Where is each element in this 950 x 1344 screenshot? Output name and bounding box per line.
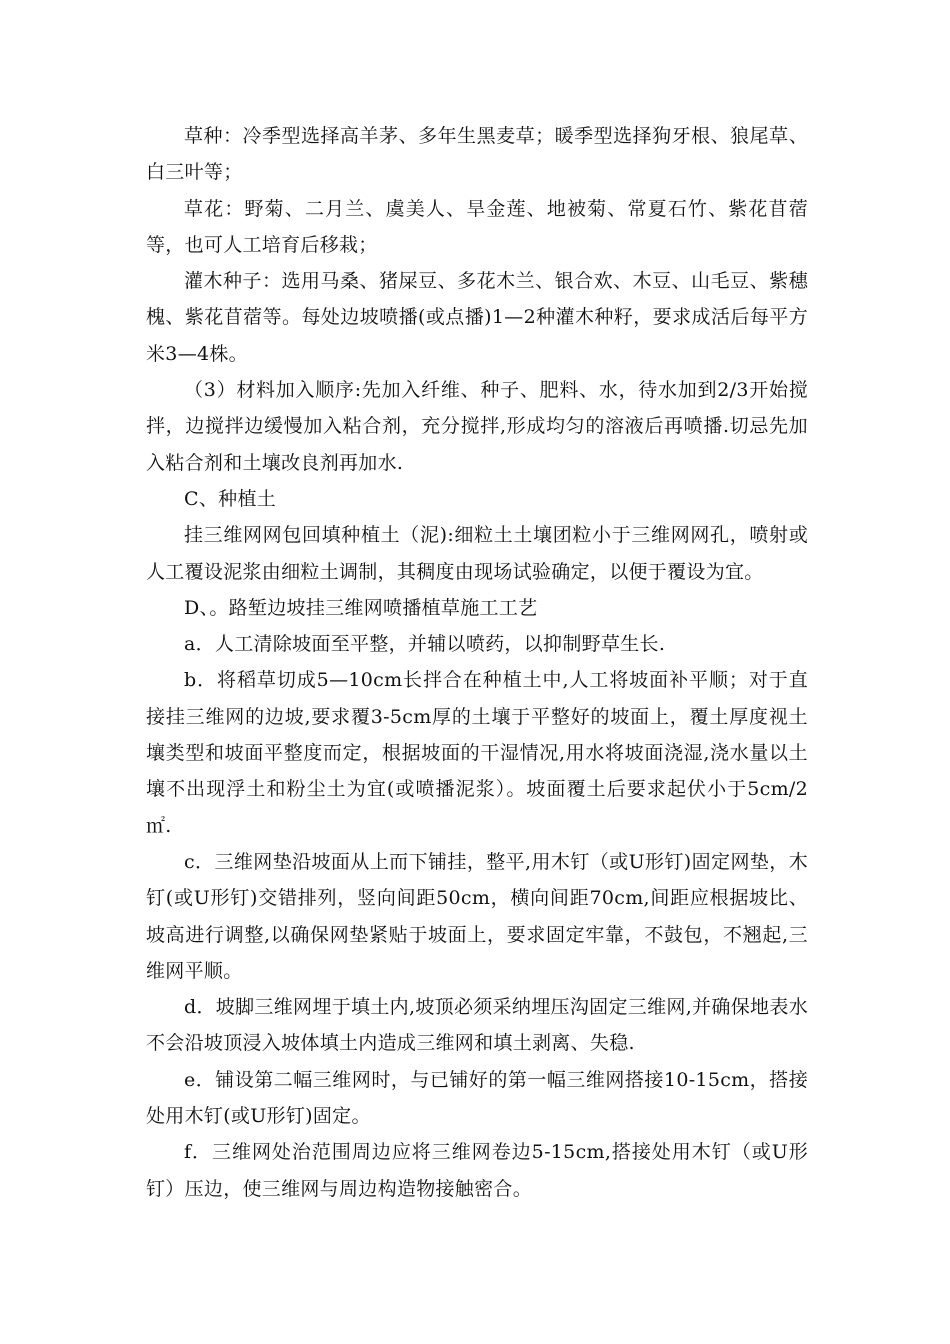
step-d: d．坡脚三维网埋于填土内,坡顶必须采纳埋压沟固定三维网,并确保地表水不会沿坡顶浸入坡体填土内造成三维网和填土剥离、失稳.	[146, 996, 808, 1055]
step-e: e．铺设第二幅三维网时，与已铺好的第一幅三维网搭接10-15cm，搭接处用木钉(或U形钉)固定。	[146, 1068, 808, 1128]
document-page	[146, 118, 808, 1207]
step-b: b．将稻草切成5—10cm长拌合在种植土中,人工将坡面补平顺；对于直接挂三维网的边坡,要求覆3-5cm厚的土壤于平整好的坡面上，覆土厚度视土壤类型和坡面平整度而定，根据坡面的干湿情况,用水将坡面浇湿,浇水量以土壤不出现浮土和粉尘土为宜(或喷播泥浆）。坡面覆土后要求起伏小于5cm/2㎡.	[146, 669, 808, 837]
paragraph-shrub-seeds: 灌木种子：选用马桑、猪屎豆、多花木兰、银合欢、木豆、山毛豆、紫穗槐、紫花苜蓿等。每处边坡喷播(或点播)1—2种灌木种籽，要求成活后每平方米3—4株。	[146, 270, 808, 365]
section-heading-construction-process: D、。路堑边坡挂三维网喷播植草施工工艺	[184, 596, 538, 619]
step-a: a．人工清除坡面至平整，并辅以喷药，以抑制野草生长.	[184, 633, 666, 656]
section-heading-planting-soil: C、种植土	[184, 487, 277, 510]
step-c: c．三维网垫沿坡面从上而下铺挂，整平,用木钉（或U形钉)固定网垫，木钉(或U形钉)交错排列，竖向间距50cm，横向间距70cm,间距应根据坡比、坡高进行调整,以确保网垫紧贴于坡面上，要求固定牢靠，不鼓包，不翘起,三维网平顺。	[146, 850, 808, 982]
paragraph-grass-species: 草种：冷季型选择高羊茅、多年生黑麦草；暖季型选择狗牙根、狼尾草、白三叶等；	[146, 125, 808, 184]
paragraph-material-order: （3）材料加入顺序:先加入纤维、种子、肥料、水，待水加到2/3开始搅拌，边搅拌边缓慢加入粘合剂，充分搅拌,形成均匀的溶液后再喷播.切忌先加入粘合剂和土壤改良剂再加水.	[146, 379, 808, 474]
paragraph-backfill-soil: 挂三维网网包回填种植土（泥):细粒土土壤团粒小于三维网网孔，喷射或人工覆设泥浆由细粒土调制，其稠度由现场试验确定，以便于覆设为宜。	[146, 524, 808, 583]
step-f: f．三维网处治范围周边应将三维网卷边5-15cm,搭接处用木钉（或U形钉）压边，使三维网与周边构造物接触密合。	[146, 1141, 808, 1200]
paragraph-flowers: 草花：野菊、二月兰、虞美人、旱金莲、地被菊、常夏石竹、紫花苜蓿等，也可人工培育后移栽；	[146, 197, 808, 256]
